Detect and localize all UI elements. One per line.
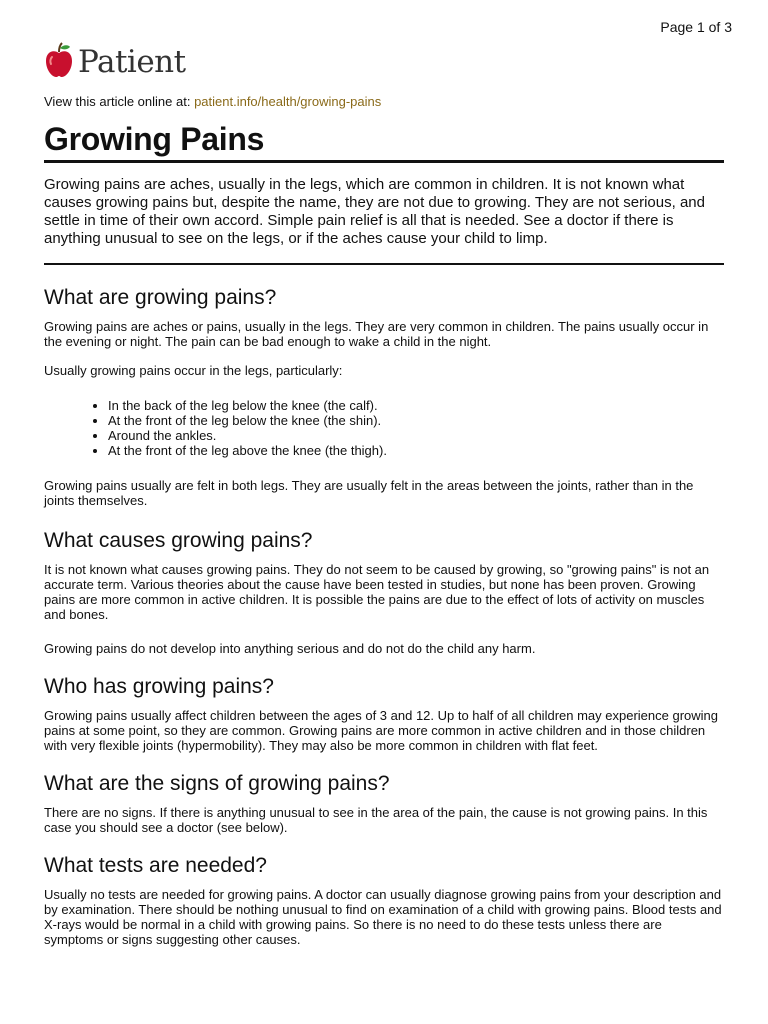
paragraph: Growing pains are aches or pains, usually in the legs. They are very common in children. The pains usually occur in the evening or night. The pain can be bad enough to wake a child in the night. [44, 319, 709, 349]
list-item: • In the back of the leg below the knee (the calf). [108, 398, 724, 413]
online-link-line [44, 94, 381, 109]
section-heading: What causes growing pains? [44, 529, 313, 552]
paragraph: Growing pains usually are felt in both legs. They are usually felt in the areas between the joints, rather than in the joints themselves. [44, 478, 694, 508]
article-body [44, 285, 724, 961]
paragraph: Growing pains usually affect children between the ages of 3 and 12. Up to half of all children may experience growing pains at some point, so they are common. Growing pains are more common in active children and in those children with very flexible joints (hypermobility). They may also be more common in children with flat feet. [44, 708, 718, 753]
intro-paragraph: Growing pains are aches, usually in the legs, which are common in children. It is not known what causes growing pains but, despite the name, they are not due to growing. They are not serious, and settle in time of their own accord. Simple pain relief is all that is needed. See a doctor if there is anything unusual to see on the legs, or if the aches cause your child to limp. [44, 176, 705, 247]
list-item: • At the front of the leg below the knee (the shin). [108, 413, 724, 428]
paragraph: Usually no tests are needed for growing pains. A doctor can usually diagnose growing pains from your description and by examination. There should be nothing unusual to find on examination of a child with growing pains. Blood tests and X-rays would be normal in a child with growing pains. So there is no need to do these tests unless there are symptoms or signs suggesting other causes. [44, 887, 722, 947]
paragraph: It is not known what causes growing pains. They do not seem to be caused by growing, so "growing pains" is not an accurate term. Various theories about the cause have been tested in studies, but none has been proven. Growing pains are more common in active children. It is possible the pains are due to the effect of lots of activity on muscles and bones. [44, 562, 710, 622]
section-who [44, 674, 724, 753]
section-tests [44, 853, 724, 947]
divider [44, 263, 724, 265]
section-causes [44, 528, 724, 656]
list-item: • At the front of the leg above the knee (the thigh). [108, 443, 724, 458]
apple-icon [44, 42, 74, 83]
logo-text: Patient [78, 44, 186, 80]
patient-logo[interactable] [44, 42, 186, 82]
article-link[interactable]: patient.info/health/growing-pains [194, 94, 382, 109]
paragraph: Usually growing pains occur in the legs, particularly: [44, 363, 343, 378]
section-signs [44, 771, 724, 835]
section-heading: What tests are needed? [44, 854, 267, 877]
page-title: Growing Pains [44, 119, 724, 163]
paragraph: Growing pains do not develop into anything serious and do not do the child any harm. [44, 641, 536, 656]
online-prefix: View this article online at: [44, 94, 195, 109]
section-heading: What are growing pains? [44, 286, 277, 309]
section-heading: What are the signs of growing pains? [44, 772, 390, 795]
section-what-are [44, 285, 724, 508]
paragraph: There are no signs. If there is anything unusual to see in the area of the pain, the cause is not growing pains. In this case you should see a doctor (see below). [44, 805, 708, 835]
page-number: Page 1 of 3 [660, 19, 732, 35]
section-heading: Who has growing pains? [44, 675, 274, 698]
bullet-list [44, 398, 724, 458]
list-item: • Around the ankles. [108, 428, 724, 443]
